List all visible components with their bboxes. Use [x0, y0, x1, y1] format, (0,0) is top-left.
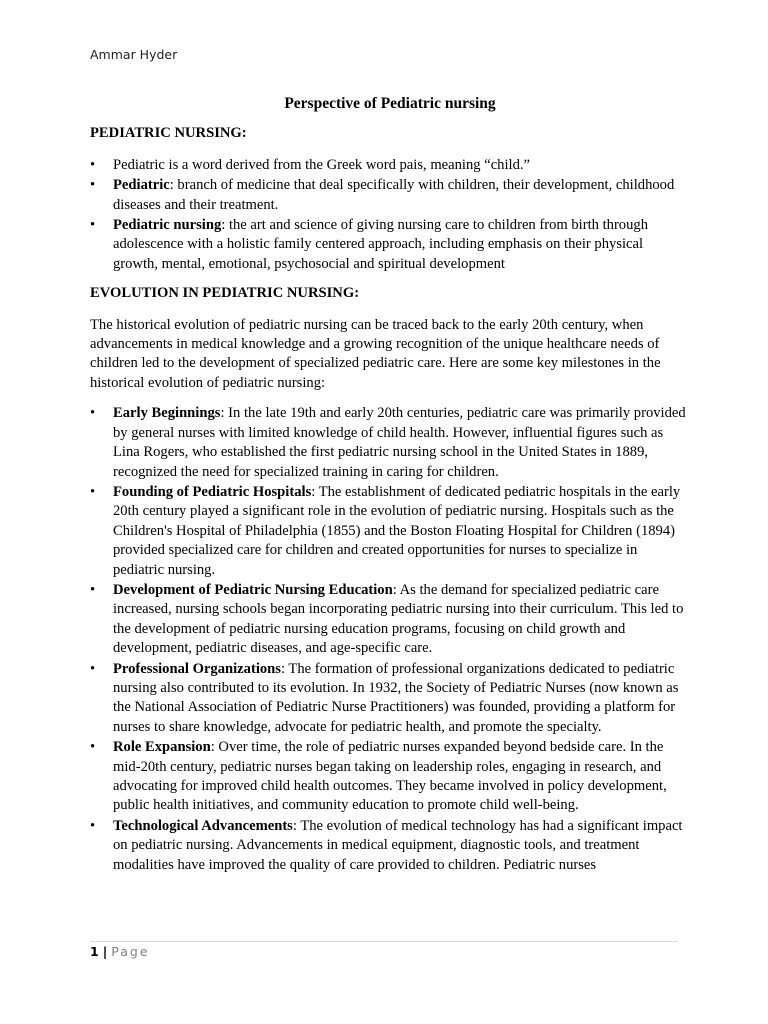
- list-item: [90, 817, 690, 875]
- list-item: [90, 176, 690, 215]
- bullet-icon: •: [90, 217, 96, 234]
- intro-paragraph: The historical evolution of pediatric nursing can be traced back to the early 20th century, when advancements in medical knowledge and a growing recognition of the unique healthcare needs of children led to the development of specialized pediatric care. Here are some key milestones in the historical evolution of pediatric nursing:: [90, 316, 661, 391]
- item-term: Professional Organizations: [113, 660, 281, 677]
- bullet-icon: •: [90, 156, 96, 173]
- item-text: : The formation of professional organizations dedicated to pediatric nursing also contributed to its evolution. In 1932, the Society of Pediatric Nurses (now known as the National Association of Pediatric Nurse Practitioners) was founded, providing a platform for nurses to share knowledge, advocate for pediatric health, and promote the specialty.: [113, 660, 679, 735]
- item-text: : As the demand for specialized pediatric care increased, nursing schools began incorporating pediatric nursing into their curriculum. This led to the development of pediatric nursing education programs, focusing on child growth and development, pediatric diseases, and age-specific care.: [113, 581, 684, 657]
- item-text: : The evolution of medical technology has had a significant impact on pediatric nursing. Advancements in medical equipment, diagnostic tools, and treatment modalities have improved the quality of care provided to children. Pediatric nurses: [113, 817, 683, 873]
- list-item: [90, 156, 690, 175]
- list-item: [90, 216, 690, 274]
- item-term: Development of Pediatric Nursing Education: [113, 581, 393, 598]
- page-label: Page: [111, 944, 150, 959]
- list-item: [90, 738, 690, 816]
- bullet-icon: •: [90, 405, 96, 422]
- document-body: [90, 94, 690, 885]
- item-term: Technological Advancements: [113, 817, 293, 834]
- item-term: Founding of Pediatric Hospitals: [113, 483, 312, 500]
- item-text: : the art and science of giving nursing care to children from birth through adolescence with a holistic family centered approach, including emphasis on their physical growth, mental, emotional, psychosocial and spiritual development: [113, 217, 648, 272]
- list-item: [90, 660, 690, 738]
- bullet-icon: •: [90, 581, 96, 598]
- document-header-author: Ammar Hyder: [90, 47, 178, 62]
- section-heading-evolution: EVOLUTION IN PEDIATRIC NURSING:: [90, 285, 360, 302]
- item-term: Early Beginnings: [113, 405, 221, 422]
- list-item: [90, 581, 690, 659]
- page-number: 1: [90, 944, 99, 959]
- list-item: [90, 483, 690, 580]
- item-text: : The establishment of dedicated pediatric hospitals in the early 20th century played a significant role in the evolution of pediatric nursing. Hospitals such as the Children's Hospital of Philadelphia (1855) and the Boston Floating Hospital for Children (1894) provided specialized care for children and created opportunities for nurses to specialize in pediatric nursing.: [113, 483, 681, 578]
- bullet-icon: •: [90, 660, 96, 677]
- item-term: Pediatric nursing: [113, 217, 222, 234]
- item-term: Role Expansion: [113, 739, 211, 756]
- item-text: : branch of medicine that deal specifically with children, their development, childhood diseases and their treatment.: [113, 177, 675, 213]
- list-item: [90, 404, 690, 482]
- milestone-list: [90, 404, 690, 875]
- section-heading-pediatric-nursing: PEDIATRIC NURSING:: [90, 125, 247, 142]
- document-title: Perspective of Pediatric nursing: [284, 95, 496, 112]
- bullet-icon: •: [90, 177, 96, 194]
- page-footer: [90, 941, 678, 959]
- bullet-icon: •: [90, 817, 96, 834]
- footer-separator: |: [102, 944, 108, 959]
- item-text: : Over time, the role of pediatric nurses expanded beyond bedside care. In the mid-20th century, pediatric nurses began taking on leadership roles, engaging in research, and advocating for improved child health outcomes. They became involved in policy development, public health initiatives, and community education to promote child well-being.: [113, 739, 667, 814]
- bullet-icon: •: [90, 739, 96, 756]
- bullet-icon: •: [90, 483, 96, 500]
- item-text: Pediatric is a word derived from the Greek word pais, meaning “child.”: [113, 156, 530, 173]
- item-term: Pediatric: [113, 177, 170, 194]
- definition-list: [90, 156, 690, 274]
- item-text: : In the late 19th and early 20th centuries, pediatric care was primarily provided by general nurses with limited knowledge of child health. However, influential figures such as Lina Rogers, who established the first pediatric nursing school in the United States in 1889, recognized the need for specialized training in caring for children.: [113, 405, 686, 480]
